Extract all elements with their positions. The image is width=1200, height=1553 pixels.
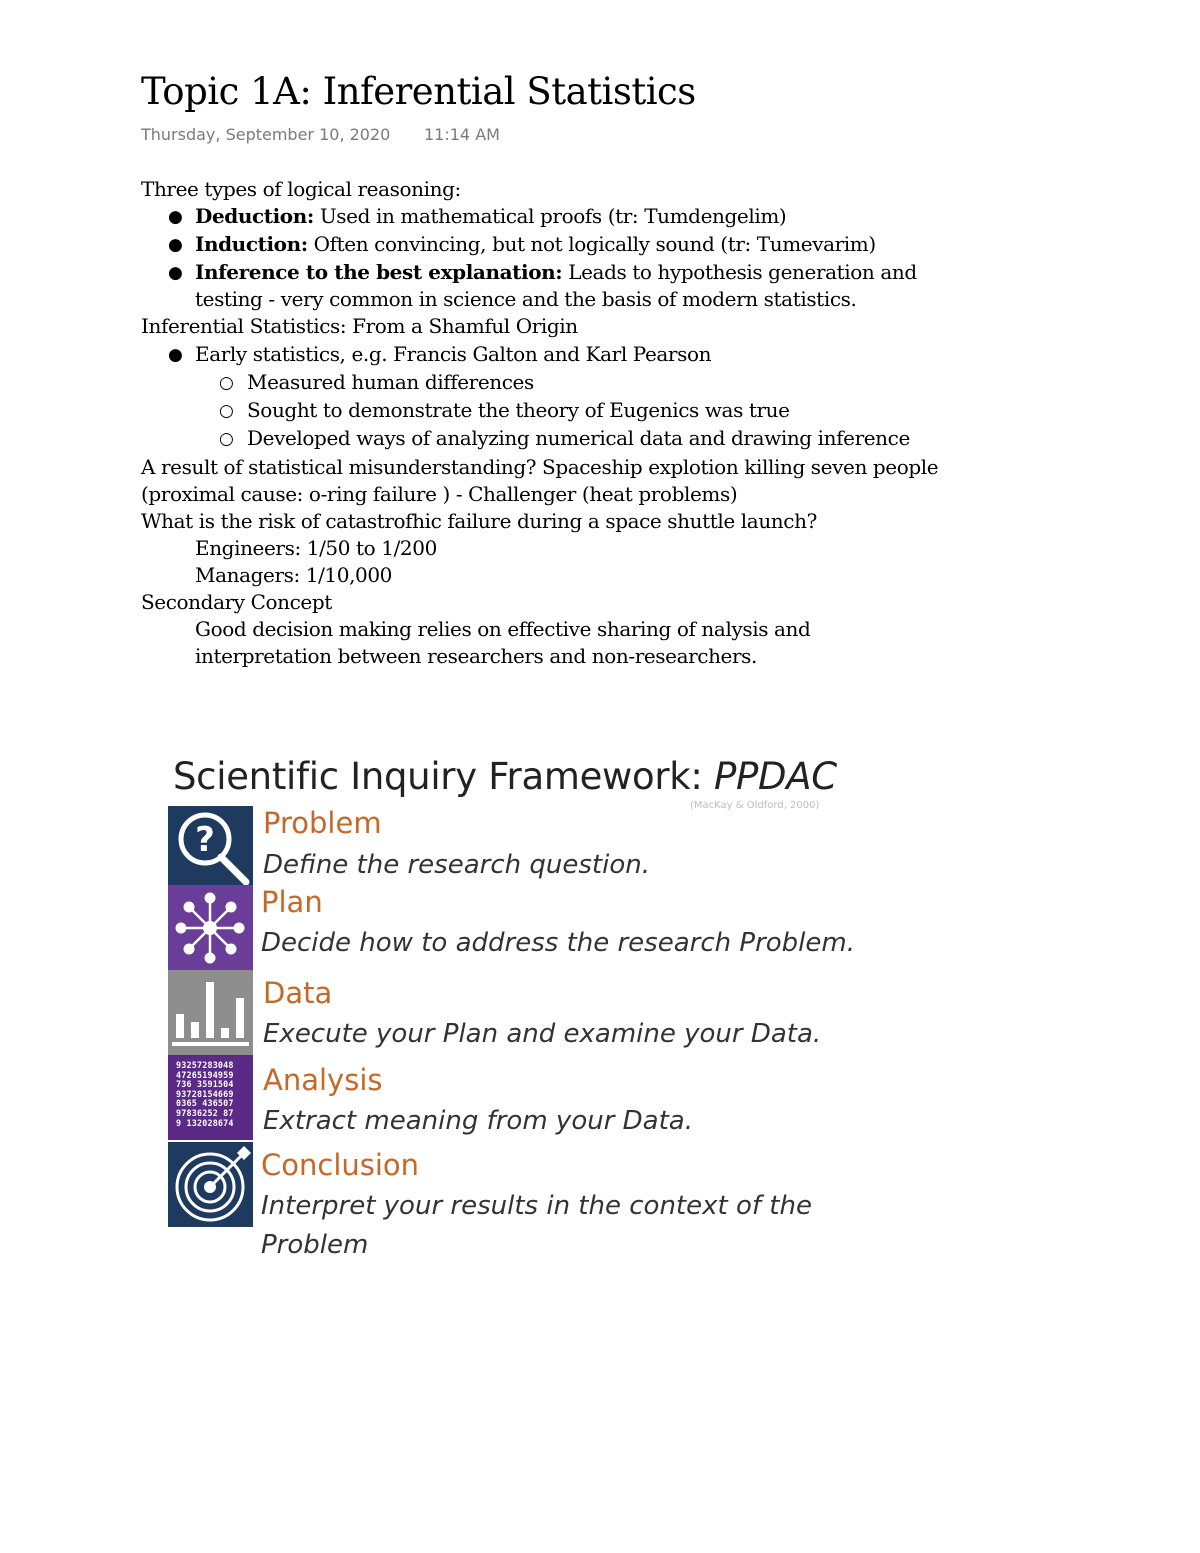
number-row: 736 3591504 [176,1079,234,1090]
step-plan-desc: Decide how to address the research Problem. [261,928,855,958]
managers-estimate: Managers: 1/10,000 [195,563,393,587]
reasoning-item-inference: Inference to the best explanation: Leads to hypothesis generation and [195,260,917,284]
early-stats: Early statistics, e.g. Francis Galton and Karl Pearson [195,342,712,366]
step-plan-heading: Plan [261,885,323,919]
framework-credit: (MacKay & Oldford, 2000) [690,800,820,811]
sub-bullet-icon: ○ [219,401,234,421]
framework-title: Scientific Inquiry Framework: PPDAC [173,755,837,798]
risk-question: What is the risk of catastrofhic failure during a space shuttle launch? [141,509,817,533]
step-data-heading: Data [263,976,333,1010]
misunderstanding-line-1: A result of statistical misunderstanding? Spaceship explotion killing seven people [141,455,939,479]
number-grid-icon [168,1055,253,1140]
number-row: 9 132028674 [176,1117,234,1128]
step-conclusion-heading: Conclusion [261,1148,420,1182]
page-title: Topic 1A: Inferential Statistics [141,70,696,113]
network-hub-icon [168,885,253,970]
reasoning-intro: Three types of logical reasoning: [141,177,461,201]
step-analysis-heading: Analysis [263,1063,383,1097]
misunderstanding-line-2: (proximal cause: o-ring failure ) - Challenger (heat problems) [141,482,738,506]
step-problem-desc: Define the research question. [263,850,650,880]
secondary-line-1: Good decision making relies on effective sharing of nalysis and [195,617,811,641]
number-row: 93257283048 [176,1060,234,1070]
page-time: 11:14 AM [424,125,500,144]
reasoning-item-deduction: Deduction: Used in mathematical proofs (tr: Tumdengelim) [195,204,787,228]
number-row: 93728154669 [176,1088,234,1099]
target-icon [168,1142,253,1227]
step-conclusion-desc-cont: Problem [261,1230,369,1260]
reasoning-item-inference-cont: testing - very common in science and the basis of modern statistics. [195,287,857,311]
sub-bullet-icon: ○ [219,373,234,393]
bar-chart-icon [168,970,253,1055]
bullet-icon: ● [168,345,183,365]
number-row: 47265194959 [176,1069,234,1080]
page-date: Thursday, September 10, 2020 [141,125,391,144]
step-data-desc: Execute your Plan and examine your Data. [263,1019,822,1049]
bullet-icon: ● [168,235,183,255]
early-sub-item: Developed ways of analyzing numerical data and drawing inference [247,426,910,450]
reasoning-item-induction: Induction: Often convincing, but not logically sound (tr: Tumevarim) [195,232,876,256]
step-analysis-desc: Extract meaning from your Data. [263,1106,694,1136]
step-problem-heading: Problem [263,806,382,840]
svg-text:?: ? [195,820,215,860]
early-sub-item: Measured human differences [247,370,534,394]
engineers-estimate: Engineers: 1/50 to 1/200 [195,536,437,560]
number-row: 97836252 87 [176,1107,234,1118]
bullet-icon: ● [168,207,183,227]
question-magnifier-icon [168,806,253,885]
secondary-line-2: interpretation between researchers and non-researchers. [195,644,757,668]
sub-bullet-icon: ○ [219,429,234,449]
step-conclusion-desc: Interpret your results in the context of the [261,1191,812,1221]
number-row: 0365 436507 [176,1098,234,1109]
early-sub-item: Sought to demonstrate the theory of Eugenics was true [247,398,790,422]
bullet-icon: ● [168,263,183,283]
secondary-heading: Secondary Concept [141,590,332,614]
origin-heading: Inferential Statistics: From a Shamful Origin [141,314,578,338]
